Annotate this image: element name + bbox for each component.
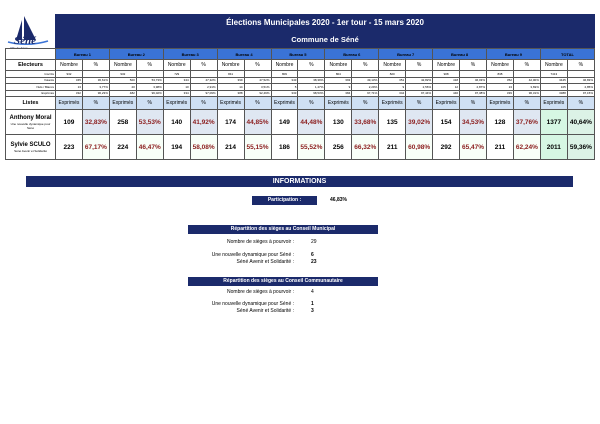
stat-label: Exprimés (6, 90, 56, 97)
column-header: Bureau 9 (487, 49, 541, 60)
pct-value: 41,92% (190, 110, 217, 135)
candidate-name-cell (6, 135, 56, 160)
pct-value: 53,53% (136, 110, 163, 135)
col-pct-label: % (460, 60, 487, 71)
stat-value: 7413 (540, 71, 567, 78)
pct-value: 34,53% (460, 110, 487, 135)
candidate-row (6, 110, 595, 135)
col-pct-label: % (567, 97, 594, 110)
corner-cell (6, 49, 56, 60)
stat-value: 12 (433, 84, 460, 91)
stat-value: 42,82% (406, 77, 433, 84)
stat-value: 97,09% (190, 90, 217, 97)
column-header: Bureau 1 (56, 49, 110, 60)
column-header: Bureau 5 (271, 49, 325, 60)
column-header: Bureau 4 (217, 49, 271, 60)
stat-value: 2,56% (406, 84, 433, 91)
col-exprimes-label: Exprimés (325, 97, 352, 110)
stat-value: 92,49% (244, 90, 271, 97)
stat-value: 98,53% (298, 90, 325, 97)
stat-value: 97,15% (567, 90, 594, 97)
col-pct-label: % (406, 60, 433, 71)
pct-value: 55,52% (298, 135, 325, 160)
stat-value: 49,13% (352, 77, 379, 84)
pct-value: 37,76% (513, 110, 540, 135)
pct-value: 59,36% (567, 135, 594, 160)
results-table (5, 48, 595, 160)
stat-value: 3,69% (513, 84, 540, 91)
votes-value: 135 (379, 110, 406, 135)
cm-list1-value: 6 (311, 252, 314, 258)
column-header: Bureau 8 (433, 49, 487, 60)
stat-value: 5 (271, 84, 298, 91)
col-pct-label: % (352, 60, 379, 71)
stat-value: 42,00% (513, 77, 540, 84)
col-nombre-label: Nombre (487, 60, 514, 71)
col-nombre-label: Nombre (540, 60, 567, 71)
cc-sieges-value: 4 (311, 289, 314, 295)
stat-value: 809 (271, 71, 298, 78)
stat-value: 729 (163, 71, 190, 78)
pct-value: 66,32% (352, 135, 379, 160)
votes-value: 194 (163, 135, 190, 160)
pct-value: 44,85% (244, 110, 271, 135)
col-pct-label: % (244, 97, 271, 110)
stat-value: 13 (487, 84, 514, 91)
candidate-list-name: Séné Avenir et Solidarité (14, 148, 47, 153)
stat-value: 393 (325, 77, 352, 84)
stat-value: 97,44% (406, 90, 433, 97)
electeurs-label: Electeurs (6, 60, 56, 71)
votes-value: 256 (325, 135, 352, 160)
stat-value: 3445 (540, 77, 567, 84)
votes-value: 186 (271, 135, 298, 160)
column-header: Bureau 3 (163, 49, 217, 60)
votes-value: 140 (163, 110, 190, 135)
votes-value: 211 (487, 135, 514, 160)
col-nombre-label: Nombre (163, 60, 190, 71)
cm-list1-label: Une nouvelle dynamique pour Séné : (211, 252, 294, 258)
col-pct-label: % (244, 60, 271, 71)
col-pct-label: % (190, 97, 217, 110)
stat-value: 334 (163, 90, 190, 97)
cm-sieges-label: Nombre de sièges à pourvoir : (227, 239, 294, 245)
stat-value: 344 (163, 77, 190, 84)
pct-value: 67,17% (82, 135, 109, 160)
stat-value: 38,39% (298, 77, 325, 84)
col-nombre-label: Nombre (56, 60, 83, 71)
stat-label: Inscrits (6, 71, 56, 78)
stat-value: 384 (325, 90, 352, 97)
stat-value: 3,98% (136, 84, 163, 91)
page-title: Élections Municipales 2020 - 1er tour - 15 mars 2020 (55, 14, 595, 32)
pct-value: 39,02% (406, 110, 433, 135)
cm-sieges-value: 29 (311, 239, 317, 245)
cc-list1-label: Une nouvelle dynamique pour Séné : (211, 301, 294, 307)
stat-value: 908 (433, 71, 460, 78)
col-pct-label: % (136, 60, 163, 71)
col-pct-label: % (513, 60, 540, 71)
stat-value: 46,03% (460, 77, 487, 84)
logo-subtitle: Ville de Séné (10, 46, 28, 50)
col-pct-label: % (460, 97, 487, 110)
stat-value: 96,23% (82, 90, 109, 97)
stat-value: 3,77% (82, 84, 109, 91)
col-pct-label: % (190, 60, 217, 71)
stat-value: 932 (56, 71, 83, 78)
col-pct-label: % (406, 97, 433, 110)
votes-value: 1377 (540, 110, 567, 135)
col-pct-label: % (352, 97, 379, 110)
stat-value: 2,29% (352, 84, 379, 91)
stat-value: 47,32% (190, 77, 217, 84)
col-exprimes-label: Exprimés (163, 97, 190, 110)
pct-value: 62,24% (513, 135, 540, 160)
pct-value: 33,68% (352, 110, 379, 135)
pct-value: 58,08% (190, 135, 217, 160)
stat-value: 13 (56, 84, 83, 91)
col-exprimes-label: Exprimés (109, 97, 136, 110)
column-header: Bureau 6 (325, 49, 379, 60)
pct-value: 32,83% (82, 110, 109, 135)
col-exprimes-label: Exprimés (271, 97, 298, 110)
col-exprimes-label: Exprimés (56, 97, 83, 110)
stat-value: 9 (379, 84, 406, 91)
pct-value: 46,47% (136, 135, 163, 160)
candidate-name: Anthony Moral (9, 114, 52, 121)
stat-value: 351 (379, 77, 406, 84)
stat-value: 96,31% (513, 90, 540, 97)
candidate-row (6, 135, 595, 160)
listes-header-row (6, 97, 595, 110)
col-pct-label: % (298, 60, 325, 71)
stat-value: 3,51% (244, 84, 271, 91)
stat-value: 96,02% (136, 90, 163, 97)
column-header: TOTAL (540, 49, 594, 60)
stat-value: 399 (217, 77, 244, 84)
stat-value: 932 (109, 71, 136, 78)
informations-title: INFORMATIONS (26, 176, 573, 187)
stat-value: 2,87% (460, 84, 487, 91)
col-exprimes-label: Exprimés (217, 97, 244, 110)
stat-value: 500 (109, 77, 136, 84)
col-nombre-label: Nombre (379, 60, 406, 71)
col-pct-label: % (82, 60, 109, 71)
pct-value: 60,98% (406, 135, 433, 160)
cm-list2-label: Séné Avenir et Solidarité : (236, 259, 294, 265)
col-nombre-label: Nombre (433, 60, 460, 71)
stat-value: 841 (217, 71, 244, 78)
stat-label: Votants (6, 77, 56, 84)
stat-value: 339 (487, 90, 514, 97)
stat-value: 20 (109, 84, 136, 91)
conseil-communautaire-title: Répartition des sièges au Conseil Communautaire (188, 277, 378, 286)
candidate-name-cell (6, 110, 56, 135)
candidate-name: Sylvie SCULO (10, 141, 51, 148)
stat-value: 105 (540, 84, 567, 91)
col-pct-label: % (567, 60, 594, 71)
conseil-municipal-title: Répartition des sièges au Conseil Municipal (188, 225, 378, 234)
col-nombre-label: Nombre (325, 60, 352, 71)
stat-value: 36,61% (82, 77, 109, 84)
votes-value: 224 (109, 135, 136, 160)
votes-value: 223 (56, 135, 83, 160)
stat-value: 345 (56, 77, 83, 84)
cm-list2-value: 23 (311, 259, 317, 265)
stat-value: 343 (271, 77, 298, 84)
col-exprimes-label: Exprimés (379, 97, 406, 110)
stat-value: 804 (325, 71, 352, 78)
stat-value: 838 (487, 71, 514, 78)
stat-value: 97,38% (460, 90, 487, 97)
participation-value: 46,83% (330, 197, 347, 203)
col-exprimes-label: Exprimés (433, 97, 460, 110)
pct-value: 44,48% (298, 110, 325, 135)
cc-list2-value: 3 (311, 308, 314, 314)
cc-list2-label: Séné Avenir et Solidarité : (236, 308, 294, 314)
stat-value: 418 (433, 77, 460, 84)
candidate-list-name: Une nouvelle dynamique pour Séné (10, 121, 51, 130)
votes-value: 2011 (540, 135, 567, 160)
stat-value: 14 (217, 84, 244, 91)
col-exprimes-label: Exprimés (540, 97, 567, 110)
votes-value: 154 (433, 110, 460, 135)
votes-value: 128 (487, 110, 514, 135)
stat-value: 446 (433, 90, 460, 97)
stat-value: 333 (271, 90, 298, 97)
stat-value: 10 (163, 84, 190, 91)
page-subtitle: Commune de Séné (55, 32, 595, 48)
pct-value: 65,47% (460, 135, 487, 160)
bureau-header-row (6, 49, 595, 60)
col-pct-label: % (136, 97, 163, 110)
col-nombre-label: Nombre (271, 60, 298, 71)
stat-value: 2,85% (567, 84, 594, 91)
electeurs-header-row (6, 60, 595, 71)
col-nombre-label: Nombre (109, 60, 136, 71)
pct-value: 55,15% (244, 135, 271, 160)
col-pct-label: % (82, 97, 109, 110)
column-header: Bureau 2 (109, 49, 163, 60)
stat-value: 9 (325, 84, 352, 91)
col-exprimes-label: Exprimés (487, 97, 514, 110)
stat-value: 53,73% (136, 77, 163, 84)
stat-label: Nuls / Blancs (6, 84, 56, 91)
participation-label: Participation : (252, 196, 317, 205)
votes-value: 258 (109, 110, 136, 135)
logo-text: Séné (14, 35, 36, 47)
stat-value: 1,47% (298, 84, 325, 91)
stat-value: 332 (56, 90, 83, 97)
col-pct-label: % (513, 97, 540, 110)
pct-value: 40,64% (567, 110, 594, 135)
stat-value: 388 (217, 90, 244, 97)
votes-value: 149 (271, 110, 298, 135)
votes-value: 174 (217, 110, 244, 135)
stat-value: 97,71% (352, 90, 379, 97)
votes-value: 130 (325, 110, 352, 135)
votes-value: 211 (379, 135, 406, 160)
listes-label: Listes (6, 97, 56, 110)
votes-value: 214 (217, 135, 244, 160)
stat-value: 820 (379, 71, 406, 78)
stat-value: 47,52% (244, 77, 271, 84)
stat-value: 2,91% (190, 84, 217, 91)
col-nombre-label: Nombre (217, 60, 244, 71)
col-pct-label: % (298, 97, 325, 110)
cc-list1-value: 1 (311, 301, 314, 307)
stat-value: 482 (109, 90, 136, 97)
stat-value: 46,83% (567, 77, 594, 84)
stat-value: 3388 (540, 90, 567, 97)
stat-value: 352 (487, 77, 514, 84)
votes-value: 109 (56, 110, 83, 135)
cc-sieges-label: Nombre de sièges à pourvoir : (227, 289, 294, 295)
votes-value: 292 (433, 135, 460, 160)
column-header: Bureau 7 (379, 49, 433, 60)
stat-value: 344 (379, 90, 406, 97)
